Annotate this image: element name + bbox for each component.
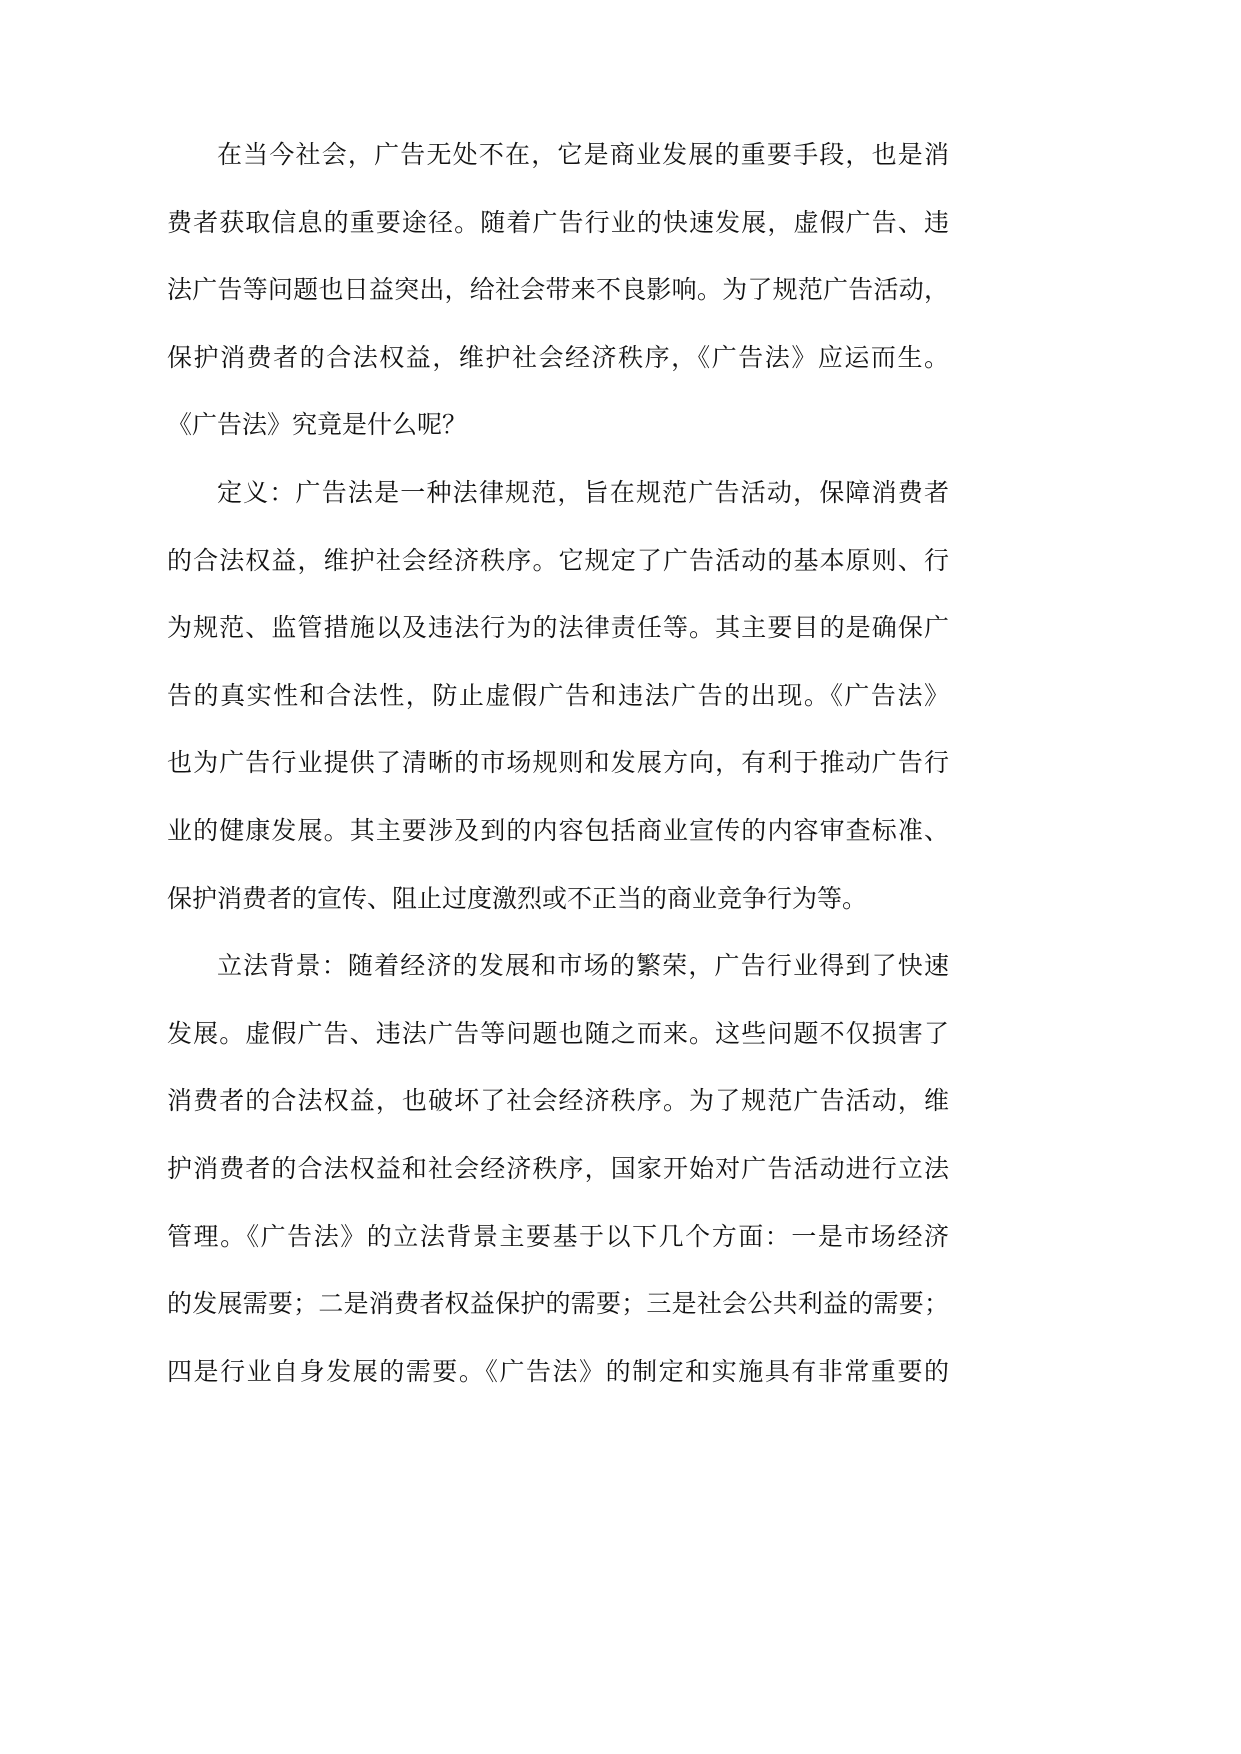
text-line: 的发展需要；二是消费者权益保护的需要；三是社会公共利益的需要；	[167, 1289, 949, 1319]
text-line: 四是行业自身发展的需要。《广告法》的制定和实施具有非常重要的	[167, 1356, 949, 1386]
text-line: 业的健康发展。其主要涉及到的内容包括商业宣传的内容审查标准、	[167, 815, 949, 845]
text-line: 费者获取信息的重要途径。随着广告行业的快速发展，虚假广告、违	[167, 207, 949, 237]
text-line: 保护消费者的宣传、阻止过度激烈或不正当的商业竞争行为等。	[167, 883, 868, 913]
text-line: 管理。《广告法》的立法背景主要基于以下几个方面：一是市场经济	[167, 1221, 949, 1251]
text-line: 立法背景：随着经济的发展和市场的繁荣，广告行业得到了快速	[217, 951, 949, 981]
text-line: 的合法权益，维护社会经济秩序。它规定了广告活动的基本原则、行	[167, 545, 949, 575]
text-line: 定义：广告法是一种法律规范，旨在规范广告活动，保障消费者	[217, 477, 949, 507]
paragraph-legislative-background	[167, 932, 949, 1405]
text-line: 护消费者的合法权益和社会经济秩序，国家开始对广告活动进行立法	[167, 1153, 949, 1183]
text-line: 法广告等问题也日益突出，给社会带来不良影响。为了规范广告活动，	[167, 275, 949, 305]
paragraph-definition	[167, 459, 949, 932]
text-line: 在当今社会，广告无处不在，它是商业发展的重要手段，也是消	[217, 140, 949, 169]
text-line: 保护消费者的合法权益，维护社会经济秩序，《广告法》应运而生。	[167, 342, 949, 372]
text-line: 《广告法》究竟是什么呢？	[167, 410, 468, 440]
text-line: 发展。虚假广告、违法广告等问题也随之而来。这些问题不仅损害了	[167, 1018, 949, 1048]
text-line: 为规范、监管措施以及违法行为的法律责任等。其主要目的是确保广	[167, 613, 949, 643]
text-line: 消费者的合法权益，也破坏了社会经济秩序。为了规范广告活动，维	[167, 1086, 949, 1116]
paragraph-introduction	[167, 121, 949, 459]
document-body	[167, 121, 949, 1405]
text-line: 告的真实性和合法性，防止虚假广告和违法广告的出现。《广告法》	[167, 680, 949, 710]
text-line: 也为广告行业提供了清晰的市场规则和发展方向，有利于推动广告行	[167, 748, 949, 778]
